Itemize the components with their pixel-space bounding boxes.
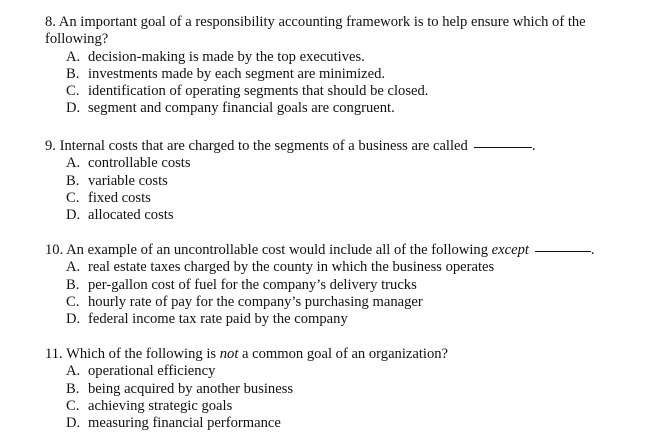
option-letter: A. (66, 363, 81, 380)
option-b (66, 277, 660, 294)
question-9-stem (45, 138, 660, 155)
option-d (66, 100, 660, 117)
question-9-options (45, 155, 660, 224)
option-text: controllable costs (88, 155, 191, 172)
option-a (66, 259, 660, 276)
question-11 (45, 346, 660, 432)
option-text: hourly rate of pay for the company’s purchasing manager (88, 293, 423, 310)
option-text: being acquired by another business (88, 380, 294, 397)
answer-blank (474, 146, 532, 148)
option-d (66, 415, 660, 432)
question-8 (45, 14, 660, 118)
question-9 (45, 138, 660, 224)
question-10 (45, 242, 660, 328)
option-d (66, 311, 660, 328)
option-text: investments made by each segment are minimized. (88, 65, 386, 82)
option-letter: D. (66, 311, 81, 328)
option-letter: C. (66, 189, 80, 206)
option-text: decision-making is made by the top executives. (88, 48, 365, 65)
option-c (66, 398, 660, 415)
option-d (66, 207, 660, 224)
question-number: 11. (45, 346, 63, 362)
emphasis-text: not (219, 346, 239, 362)
option-a (66, 363, 660, 380)
option-a (66, 155, 660, 172)
question-11-stem (45, 346, 660, 363)
option-letter: A. (66, 48, 81, 65)
question-8-stem (45, 14, 660, 49)
emphasis-text: except (491, 242, 529, 258)
option-text: measuring financial performance (88, 415, 281, 432)
option-text: real estate taxes charged by the county in which the business operates (88, 259, 495, 276)
option-text: achieving strategic goals (88, 397, 233, 414)
question-text: An example of an uncontrollable cost would include all of the following (66, 242, 488, 258)
option-text: identification of operating segments that should be closed. (88, 83, 429, 100)
option-b (66, 66, 660, 83)
question-number: 10. (45, 242, 64, 258)
option-letter: B. (66, 172, 80, 189)
option-letter: B. (66, 380, 80, 397)
question-text: Which of the following is (66, 346, 217, 362)
question-end: . (531, 138, 536, 154)
option-a (66, 49, 660, 66)
option-text: per-gallon cost of fuel for the company’s delivery trucks (88, 276, 417, 293)
option-text: operational efficiency (88, 363, 216, 380)
question-text-continued: following? (45, 31, 109, 48)
option-text: federal income tax rate paid by the company (88, 311, 348, 328)
option-b (66, 173, 660, 190)
option-b (66, 381, 660, 398)
option-c (66, 294, 660, 311)
option-letter: A. (66, 259, 81, 276)
option-c (66, 190, 660, 207)
option-letter: C. (66, 83, 80, 100)
question-11-options (45, 363, 660, 432)
question-10-options (45, 259, 660, 328)
question-8-options (45, 49, 660, 118)
question-10-stem (45, 242, 660, 259)
option-letter: B. (66, 65, 80, 82)
option-text: allocated costs (88, 207, 174, 224)
question-end: . (590, 242, 595, 258)
option-letter: D. (66, 100, 81, 117)
option-c (66, 83, 660, 100)
question-text: An important goal of a responsibility accounting framework is to help ensure which of the (58, 14, 586, 30)
option-text: variable costs (88, 172, 168, 189)
option-letter: D. (66, 207, 81, 224)
option-letter: B. (66, 276, 80, 293)
option-text: fixed costs (88, 189, 151, 206)
question-number: 8. (45, 14, 56, 30)
answer-blank (535, 250, 591, 252)
option-letter: A. (66, 155, 81, 172)
question-text-after: a common goal of an organization? (242, 346, 449, 362)
question-number: 9. (45, 138, 56, 154)
option-letter: D. (66, 415, 81, 432)
option-text: segment and company financial goals are congruent. (88, 100, 395, 117)
option-letter: C. (66, 293, 80, 310)
question-text: Internal costs that are charged to the segments of a business are called (59, 138, 468, 154)
option-letter: C. (66, 397, 80, 414)
